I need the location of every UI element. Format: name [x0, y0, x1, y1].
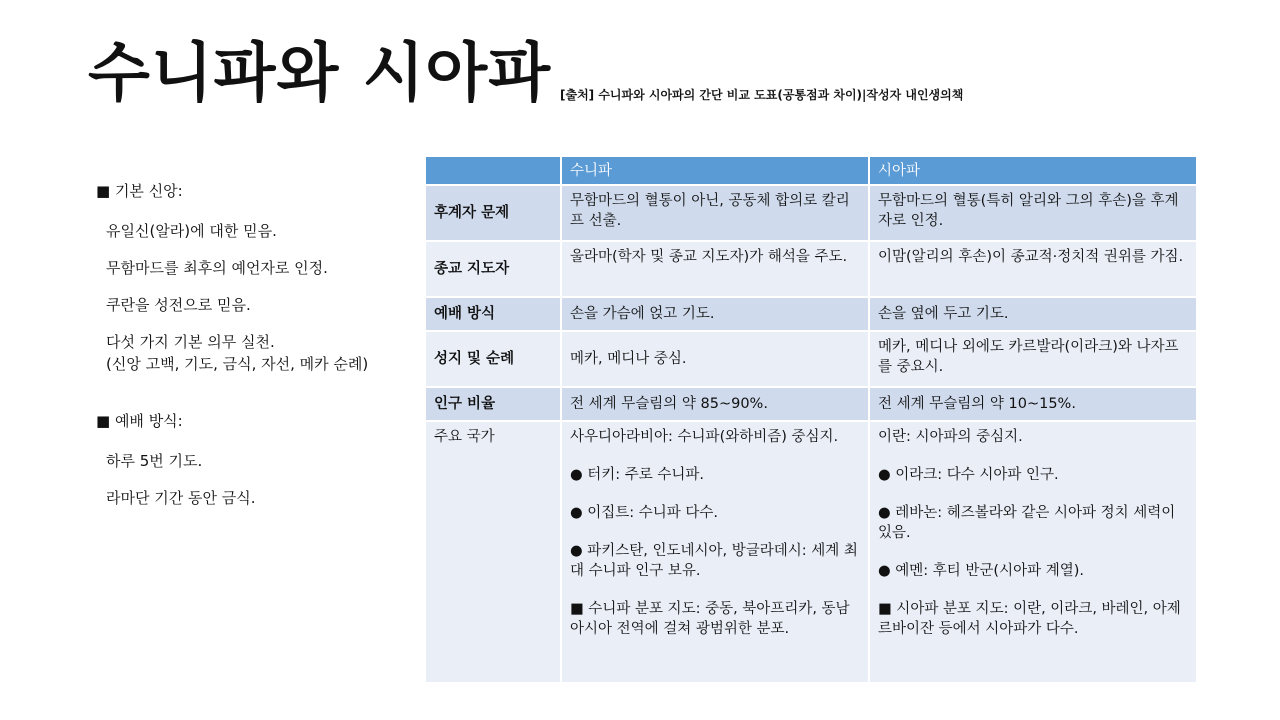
shia-country-item: ■ 시아파 분포 지도: 이란, 이라크, 바레인, 아제르바이잔 등에서 시아파가 다수. [878, 601, 1181, 637]
shia-cell: 이맘(알리의 후손)이 종교적·정치적 권위를 가짐. [869, 241, 1197, 297]
header-shia: 시아파 [869, 157, 1197, 185]
left-notes [96, 180, 416, 524]
belief-item: 무함마드를 최후의 예언자로 인정. [106, 259, 328, 277]
shia-cell: 무함마드의 혈통(특히 알리와 그의 후손)을 후계자로 인정. [869, 185, 1197, 241]
sunni-cell: 무함마드의 혈통이 아닌, 공동체 합의로 칼리프 선출. [561, 185, 869, 241]
sunni-country-item: ● 이집트: 수니파 다수. [570, 505, 719, 521]
row-header: 인구 비율 [426, 387, 561, 421]
sunni-cell: 손을 가슴에 얹고 기도. [561, 297, 869, 331]
section-worship-title: ■ 예배 방식: [96, 412, 183, 430]
shia-country-item: 이란: 시아파의 중심지. [878, 429, 1023, 445]
table-row [426, 185, 1197, 241]
shia-country-item: ● 레바논: 헤즈볼라와 같은 시아파 정치 세력이 있음. [878, 505, 1176, 541]
page-title: 수니파와 시아파 [88, 37, 552, 111]
table-row [426, 387, 1197, 421]
table-row [426, 241, 1197, 297]
sunni-cell: 메카, 메디나 중심. [561, 331, 869, 387]
shia-cell: 손을 옆에 두고 기도. [869, 297, 1197, 331]
worship-item: 하루 5번 기도. [106, 452, 203, 470]
sunni-country-item: 사우디아라비아: 수니파(와하비즘) 중심지. [570, 429, 839, 445]
shia-countries-cell [869, 421, 1197, 682]
source-caption: [출처] 수니파와 시아파의 간단 비교 도표(공통점과 차이)|작성자 내인생의책 [560, 88, 964, 102]
sunni-countries-cell [561, 421, 869, 682]
row-header: 성지 및 순례 [426, 331, 561, 387]
belief-item: 유일신(알라)에 대한 믿음. [106, 222, 277, 240]
sunni-country-item: ● 파키스탄, 인도네시아, 방글라데시: 세계 최대 수니파 인구 보유. [570, 543, 858, 579]
belief-item: 쿠란을 성전으로 믿음. [106, 296, 251, 314]
belief-item: (신앙 고백, 기도, 금식, 자선, 메카 순례) [106, 355, 369, 373]
shia-cell: 메카, 메디나 외에도 카르발라(이라크)와 나자프를 중요시. [869, 331, 1197, 387]
table-header-row [426, 157, 1197, 185]
row-header: 후계자 문제 [426, 185, 561, 241]
row-header: 주요 국가 [426, 421, 561, 682]
header-sunni: 수니파 [561, 157, 869, 185]
sunni-cell: 울라마(학자 및 종교 지도자)가 해석을 주도. [561, 241, 869, 297]
table-row [426, 331, 1197, 387]
table-row-countries [426, 421, 1197, 682]
shia-country-item: ● 예멘: 후티 반군(시아파 계열). [878, 563, 1084, 579]
belief-item: 다섯 가지 기본 의무 실천. [106, 333, 275, 351]
sunni-country-item: ● 터키: 주로 수니파. [570, 467, 705, 483]
shia-cell: 전 세계 무슬림의 약 10~15%. [869, 387, 1197, 421]
header-empty [426, 157, 561, 185]
comparison-table [426, 157, 1198, 682]
shia-country-item: ● 이라크: 다수 시아파 인구. [878, 467, 1059, 483]
row-header: 종교 지도자 [426, 241, 561, 297]
sunni-cell: 전 세계 무슬림의 약 85~90%. [561, 387, 869, 421]
row-header: 예배 방식 [426, 297, 561, 331]
table-row [426, 297, 1197, 331]
worship-item: 라마단 기간 동안 금식. [106, 489, 256, 507]
section-basic-belief-title: ■ 기본 신앙: [96, 182, 183, 200]
sunni-country-item: ■ 수니파 분포 지도: 중동, 북아프리카, 동남아시아 전역에 걸쳐 광범위한 분포. [570, 601, 850, 637]
